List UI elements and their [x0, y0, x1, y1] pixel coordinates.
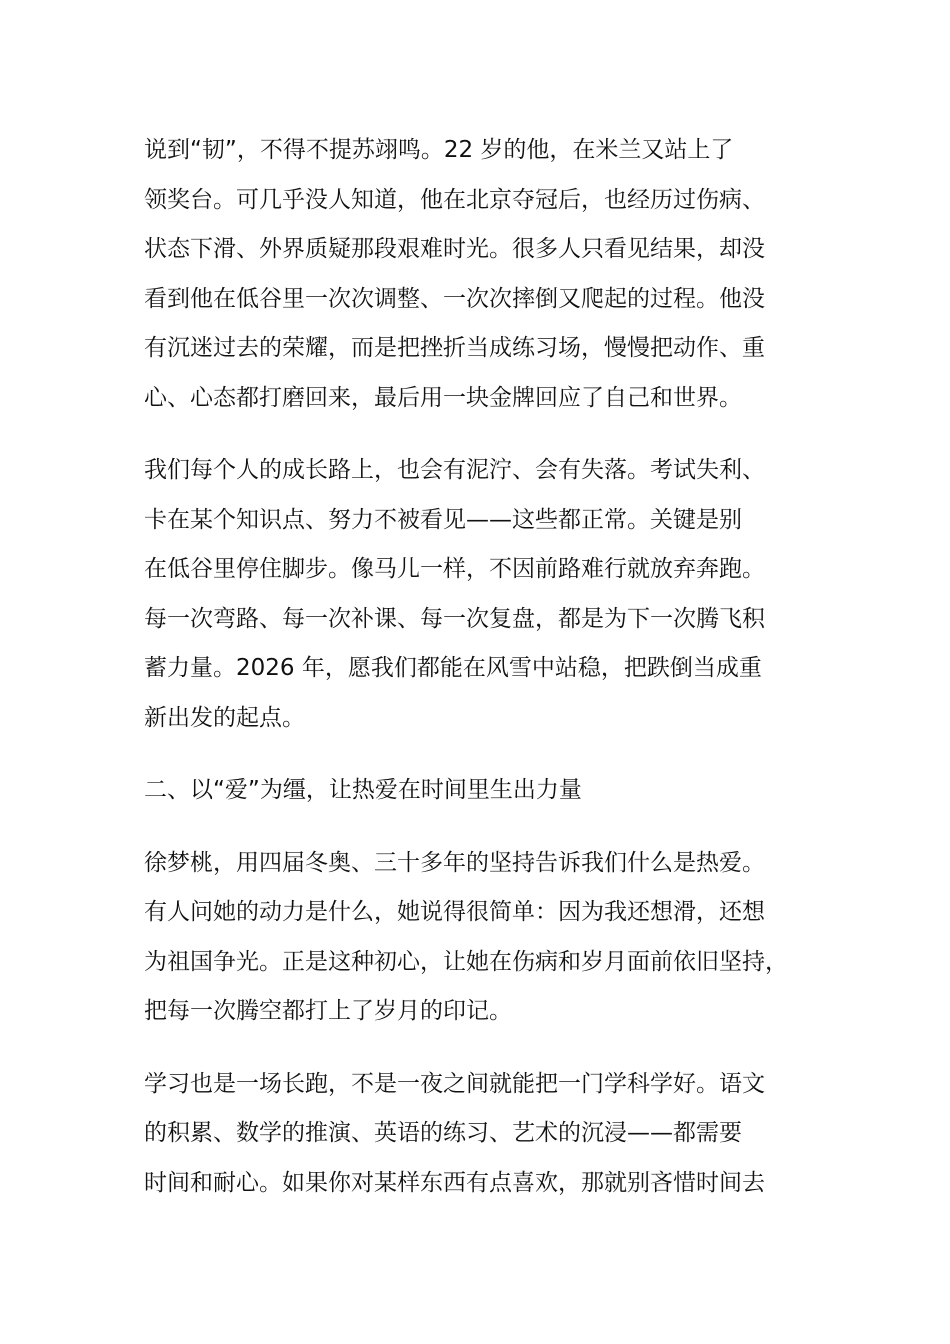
paragraph	[144, 1060, 824, 1209]
text-line: 时间和耐心。如果你对某样东西有点喜欢，那就别吝惜时间去	[144, 1169, 765, 1196]
paragraph	[144, 839, 824, 1037]
text-line: 心、心态都打磨回来，最后用一块金牌回应了自己和世界。	[144, 384, 742, 411]
text-line: 学习也是一场长跑，不是一夜之间就能把一门学科学好。语文	[144, 1070, 765, 1097]
heading-text: 二、以“爱”为缰，让热爱在时间里生出力量	[144, 777, 582, 803]
text-line: 有沉迷过去的荣耀，而是把挫折当成练习场，慢慢把动作、重	[144, 335, 765, 361]
text-line: 的积累、数学的推演、英语的练习、艺术的沉浸——都需要	[144, 1120, 742, 1146]
text-line: 我们每个人的成长路上，也会有泥泞、会有失落。考试失利、	[144, 457, 765, 483]
text-line: 领奖台。可几乎没人知道，他在北京夺冠后，也经历过伤病、	[144, 186, 765, 213]
text-line: 为祖国争光。正是这种初心，让她在伤病和岁月面前依旧坚持，	[144, 948, 788, 975]
text-line: 卡在某个知识点、努力不被看见——这些都正常。关键是别	[144, 506, 742, 533]
text-line: 在低谷里停住脚步。像马儿一样，不因前路难行就放弃奔跑。	[144, 556, 765, 582]
text-line: 把每一次腾空都打上了岁月的印记。	[144, 998, 512, 1024]
text-line: 徐梦桃，用四届冬奥、三十多年的坚持告诉我们什么是热爱。	[144, 849, 765, 876]
text-line: 看到他在低谷里一次次调整、一次次摔倒又爬起的过程。他没	[144, 285, 765, 312]
paragraph	[144, 126, 824, 423]
text-line: 状态下滑、外界质疑那段艰难时光。很多人只看见结果，却没	[144, 236, 765, 262]
text-line: 有人问她的动力是什么，她说得很简单：因为我还想滑，还想	[144, 899, 765, 925]
section-heading	[144, 766, 824, 816]
text-line: 说到“韧”，不得不提苏翊鸣。22 岁的他，在米兰又站上了	[144, 137, 734, 163]
document-body	[144, 126, 824, 1231]
text-line: 每一次弯路、每一次补课、每一次复盘，都是为下一次腾飞积	[144, 605, 765, 632]
paragraph	[144, 446, 824, 743]
text-line: 蓄力量。2026 年，愿我们都能在风雪中站稳，把跌倒当成重	[144, 655, 762, 681]
text-line: 新出发的起点。	[144, 704, 305, 731]
